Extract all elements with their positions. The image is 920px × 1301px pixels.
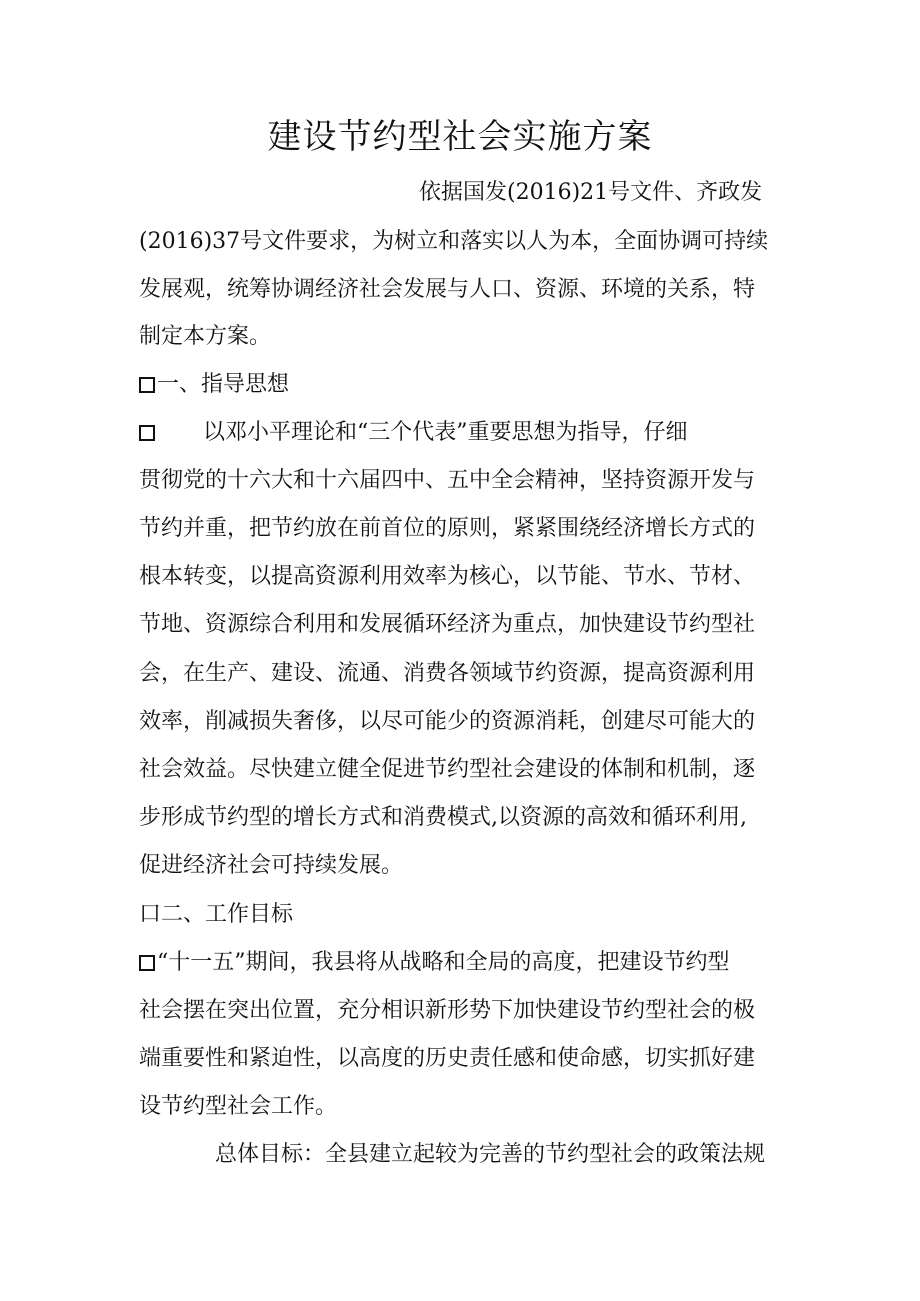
intro-line-3: 发展观，统筹协调经济社会发展与人口、资源、环境的关系，特: [139, 277, 756, 302]
checkbox-icon: [139, 425, 155, 441]
section1-heading-row: [139, 368, 789, 402]
section1-line-1: 以邓小平理论和“三个代表”重要思想为指导，仔细: [203, 420, 688, 445]
section1-line-2: 贯彻党的十六大和十六届四中、五中全会精神，坚持资源开发与: [139, 468, 756, 493]
intro-line-4: 制定本方案。: [139, 324, 272, 349]
intro-line-1: 依据国发(2016)21号文件、齐政发: [419, 180, 763, 205]
section2-line-5: 总体目标：全县建立起较为完善的节约型社会的政策法规: [215, 1142, 766, 1167]
section1-line-8: 社会效益。尽快建立健全促进节约型社会建设的体制和机制，逐: [139, 757, 756, 782]
section1-line-9: 步形成节约型的增长方式和消费模式,以资源的高效和循环利用,: [139, 805, 747, 830]
section2-line-1: “十一五”期间，我县将从战略和全局的高度，把建设节约型: [157, 950, 730, 975]
section1-line-3: 节约并重，把节约放在前首位的原则，紧紧围绕经济增长方式的: [139, 516, 756, 541]
section2-line-2: 社会摆在突出位置，充分相识新形势下加快建设节约型社会的极: [139, 998, 756, 1023]
section1-heading: 一、指导思想: [157, 372, 290, 397]
intro-line-2: (2016)37号文件要求，为树立和落实以人为本，全面协调可持续: [139, 229, 769, 254]
section1-line-5: 节地、资源综合利用和发展循环经济为重点，加快建设节约型社: [139, 612, 756, 637]
section2-line-1-row: [139, 946, 789, 980]
checkbox-icon: [139, 377, 155, 393]
section1-line-6: 会，在生产、建设、流通、消费各领域节约资源，提高资源利用: [139, 661, 756, 686]
section2-heading: 口二、工作目标: [139, 902, 294, 927]
section2-line-4: 设节约型社会工作。: [139, 1094, 338, 1119]
section2-line-3: 端重要性和紧迫性，以高度的历史责任感和使命感，切实抓好建: [139, 1046, 756, 1071]
document-title: 建设节约型社会实施方案: [267, 117, 653, 157]
checkbox-icon: [139, 955, 155, 971]
section1-line-10: 促进经济社会可持续发展。: [139, 853, 404, 878]
section1-line-4: 根本转变，以提高资源利用效率为核心，以节能、节水、节材、: [139, 564, 756, 589]
section1-line-7: 效率，削减损失奢侈，以尽可能少的资源消耗，创建尽可能大的: [139, 709, 756, 734]
section1-line-1-row: [139, 416, 789, 450]
